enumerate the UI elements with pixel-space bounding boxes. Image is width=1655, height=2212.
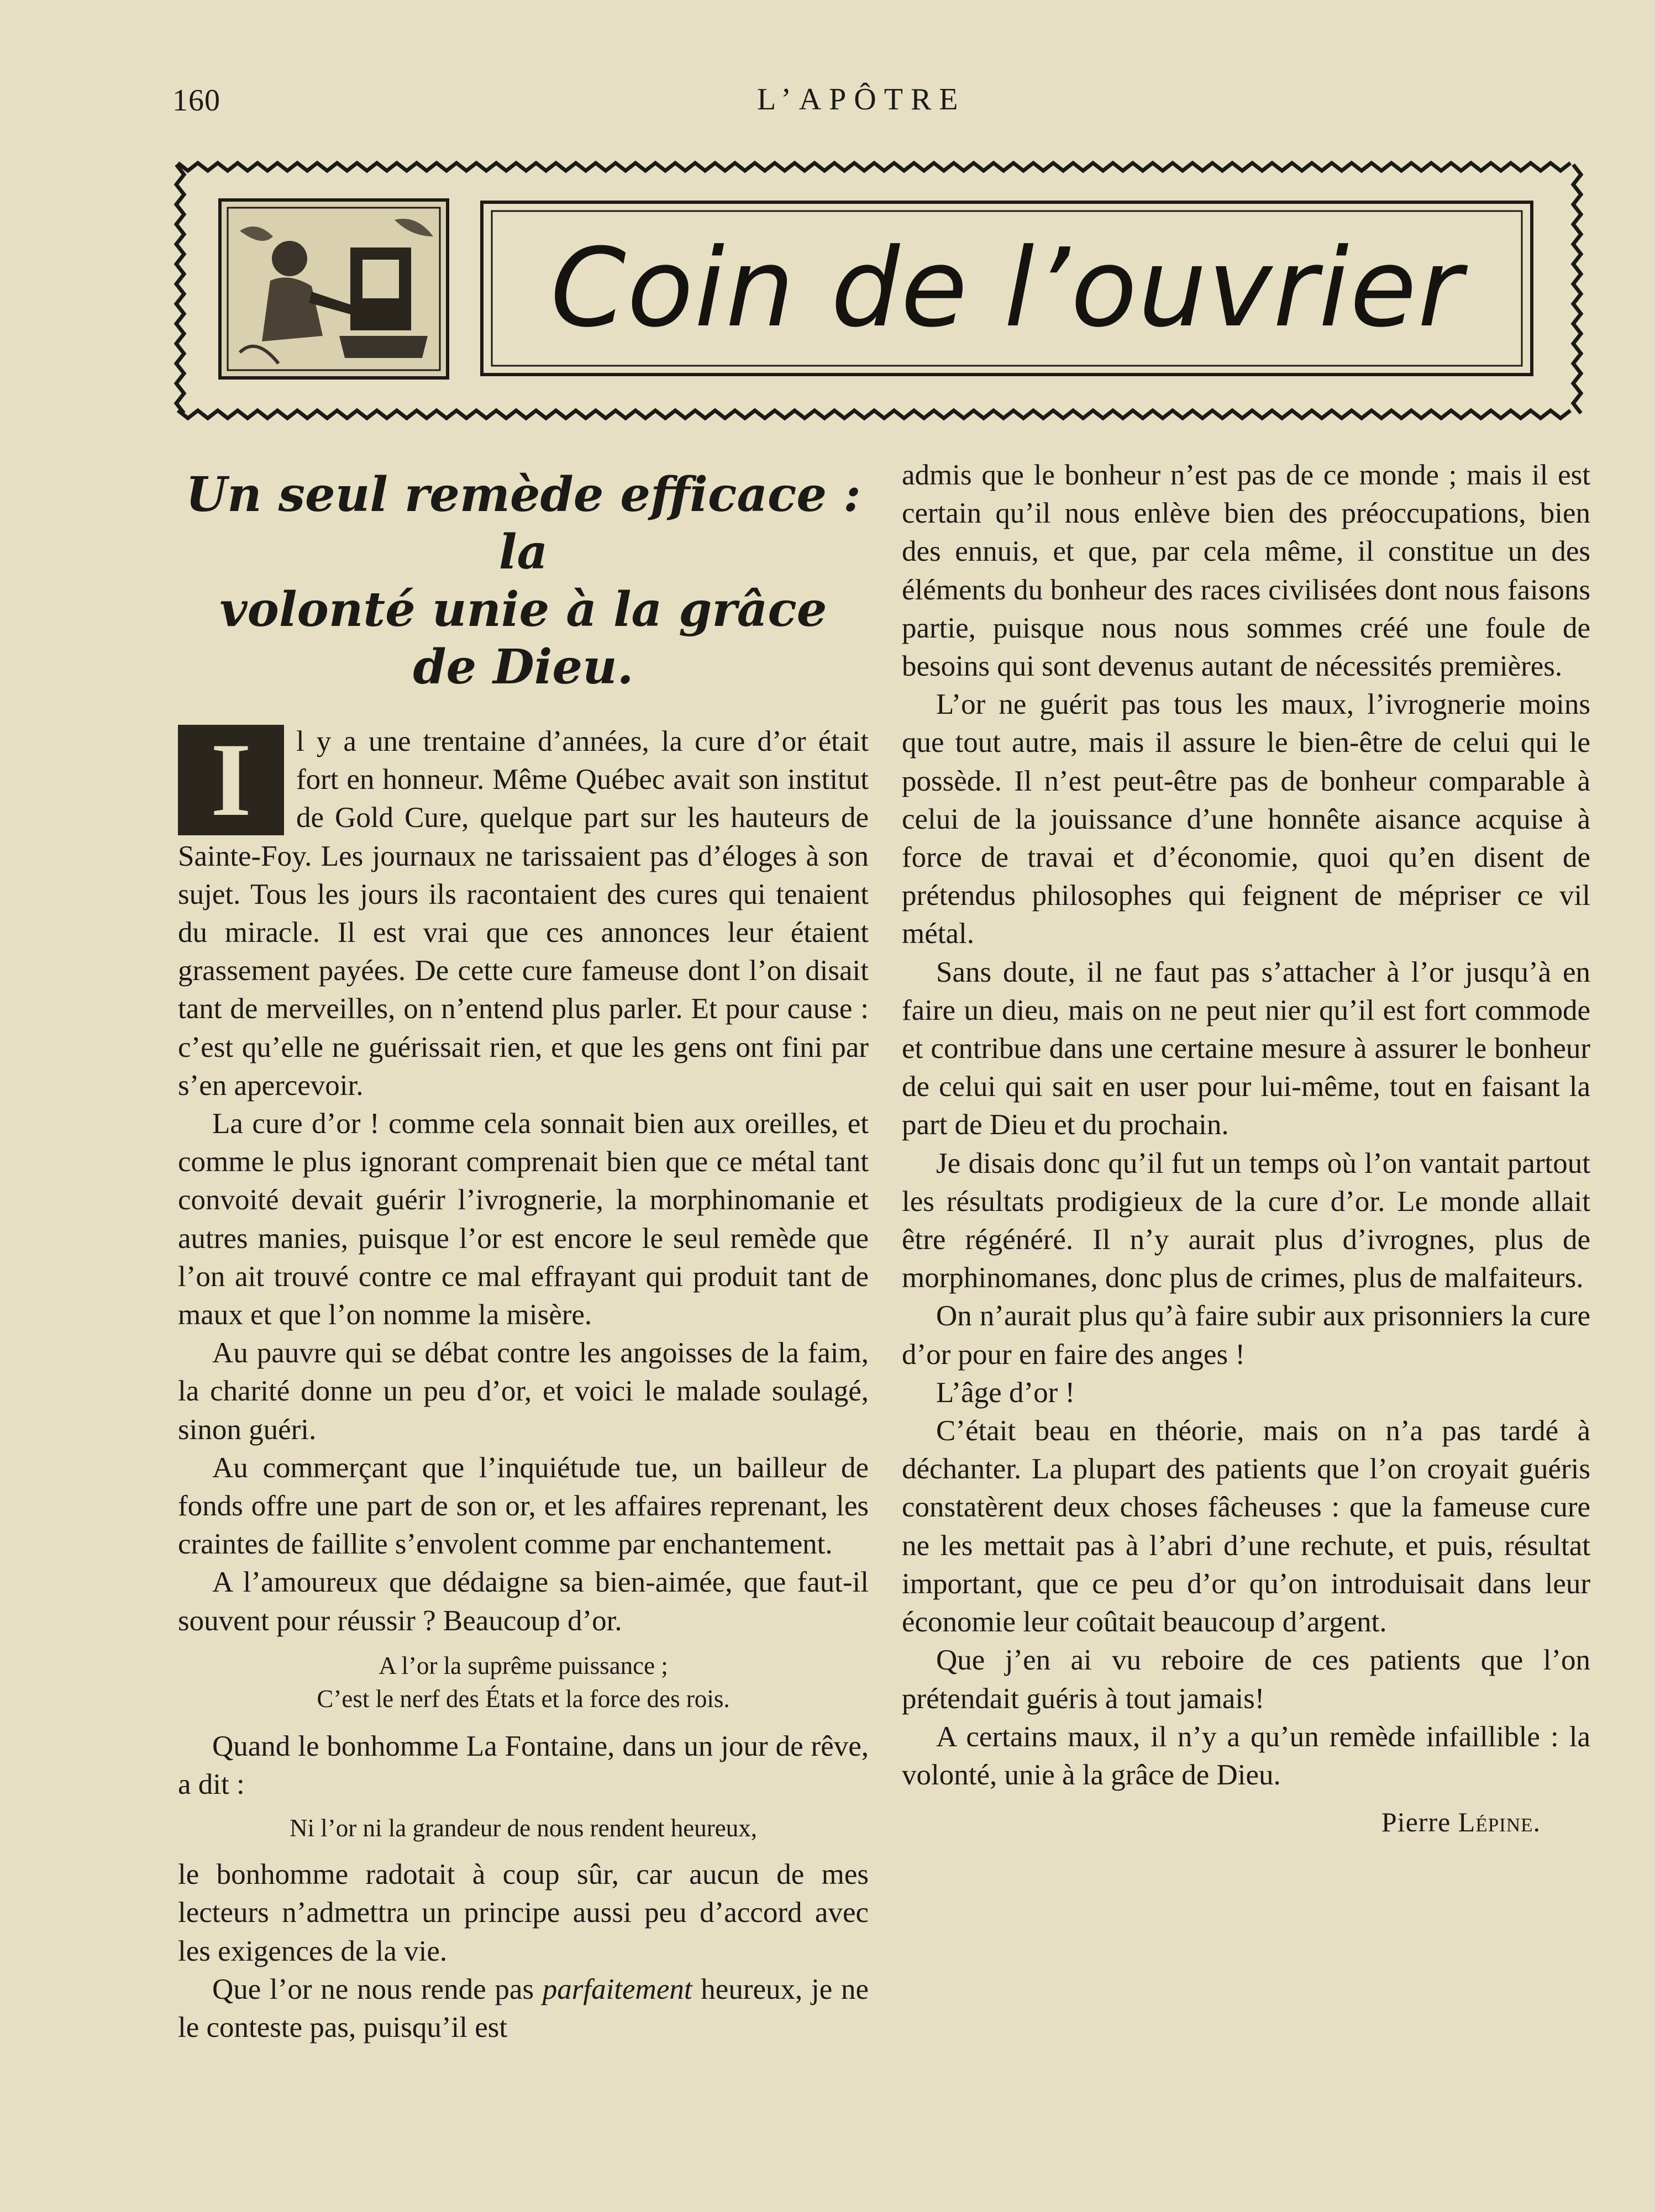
paragraph: Que j’en ai vu reboire de ces patients que l’on prétendait guéris à tout jamais! (902, 1644, 1590, 1715)
paragraph: Au commerçant que l’inquiétude tue, un bailleur de fonds offre une part de son or, et les affaires reprenant, les craintes de faillite s’envolent comme par enchantement. (178, 1451, 869, 1561)
paragraph: On n’aurait plus qu’à faire subir aux prisonniers la cure d’or pour en faire des anges ! (902, 1300, 1590, 1371)
verse-quote: Ni l’or ni la grandeur de nous rendent heureux, (290, 1814, 757, 1842)
paragraph: La cure d’or ! comme cela sonnait bien aux oreilles, et comme le plus ignorant comprenait bien que ce métal tant convoité devait guérir l’ivrognerie, la morphinomanie et autres manies, puisque l’or est encore le seul remède que l’on ait trouvé contre ce mal effrayant qui produit tant de maux et que l’on nomme la misère. (178, 1108, 869, 1331)
left-column (178, 456, 869, 2047)
paragraph: le bonhomme radotait à coup sûr, car aucun de mes lecteurs n’admettra un principe aussi peu d’accord avec les exigences de la vie. (178, 1858, 869, 1967)
section-banner (172, 159, 1585, 422)
paragraph (178, 1971, 869, 2047)
paragraph: L’or ne guérit pas tous les maux, l’ivrognerie moins que tout autre, mais il assure le bien-être de celui qui le possède. Il n’est peut-être pas de bonheur comparable à celui de la jouissance d’une honnête aisance acquise à force de travai et d’économie, quoi qu’en disent de prétendus philosophes qui feignent de mépriser ce vil métal. (902, 688, 1590, 950)
paragraph: C’était beau en théorie, mais on n’a pas tardé à déchanter. La plupart des patients que l’on croyait guéris constatèrent deux choses fâcheuses : que la fameuse cure ne les mettait pas à l’abri d’une rechute, et puis, résultat important, que ce peu d’or qu’on introduisait dans leur économie leur coûtait beaucoup d’argent. (902, 1415, 1590, 1639)
paragraph (178, 723, 869, 1105)
worker-at-forge-engraving-icon (218, 198, 450, 380)
running-head: L’APÔTRE (757, 82, 966, 117)
verse-quote (178, 1649, 869, 1715)
drop-cap (178, 722, 284, 838)
emphasis: parfaitement (542, 1973, 692, 2005)
paragraph: admis que le bonheur n’est pas de ce monde ; mais il est certain qu’il nous enlève bien des préoccupations, bien des ennuis, et que, par cela même, il constitue un des éléments du bonheur des races civilisées dont nous faisons partie, puisque nous nous sommes créé une foule de besoins qui sont devenus autant de nécessités premières. (902, 459, 1590, 683)
paragraph: Quand le bonhomme La Fontaine, dans un jour de rêve, a dit : (178, 1730, 869, 1801)
verse-line: C’est le nerf des États et la force des rois. (317, 1684, 730, 1713)
article-title-line: volonté unie à la grâce (219, 582, 827, 638)
paragraph: A certains maux, il n’y a qu’un remède infaillible : la volonté, unie à la grâce de Dieu. (902, 1720, 1590, 1791)
paragraph-text: l y a une trentaine d’années, la cure d’or était fort en honneur. Même Québec avait son institut de Gold Cure, quelque part sur les hauteurs de Sainte-Foy. Les journaux ne tarissaient pas d’éloges à son sujet. Tous les jours ils racontaient des cures qui tenaient du miracle. Il est vrai que ces annonces leur étaient grassement payées. De cette cure fameuse dont l’on disait tant de merveilles, on n’entend plus parler. Et pour cause : c’est qu’elle ne guérissait rien, et que les gens ont fini par s’en apercevoir. (178, 725, 869, 1102)
paragraph: A l’amoureux que dédaigne sa bien-aimée, que faut-il souvent pour réussir ? Beaucoup d’or. (178, 1566, 869, 1637)
author-signature (902, 1803, 1590, 1841)
verse-line: A l’or la suprême puissance ; (379, 1651, 668, 1679)
paragraph: Je disais donc qu’il fut un temps où l’on vantait partout les résultats prodigieux de la cure d’or. Le monde allait être régénéré. Il n’y aurait plus d’ivrognes, plus de morphinomanes, donc plus de crimes, plus de malfaiteurs. (902, 1147, 1590, 1294)
page-number: 160 (172, 83, 220, 118)
author-first-name: Pierre (1381, 1807, 1451, 1838)
paragraph: Au pauvre qui se débat contre les angoisses de la faim, la charité donne un peu d’or, et voici le malade soulagé, sinon guéri. (178, 1337, 869, 1446)
article-title-line: de Dieu. (413, 639, 634, 695)
author-last-name: Lépine. (1458, 1807, 1541, 1838)
drop-cap-letter: I (211, 722, 251, 838)
article-title (178, 466, 869, 696)
paragraph-text: heureux, je ne le conteste pas, puisqu’il est (178, 1973, 869, 2044)
article-title-line: Un seul remède efficace : la (186, 467, 861, 580)
paragraph: L’âge d’or ! (936, 1376, 1075, 1409)
right-column (902, 456, 1590, 1841)
paragraph-text: Que l’or ne nous rende pas (212, 1973, 543, 2005)
paragraph: Sans doute, il ne faut pas s’attacher à l’or jusqu’à en faire un dieu, mais on ne peut nier qu’il est fort commode et contribue dans une certaine mesure à assurer le bonheur de celui qui sait en user pour lui-même, tout en faisant la part de Dieu et du prochain. (902, 956, 1590, 1141)
section-title: Coin de l’ouvrier (550, 225, 1464, 351)
